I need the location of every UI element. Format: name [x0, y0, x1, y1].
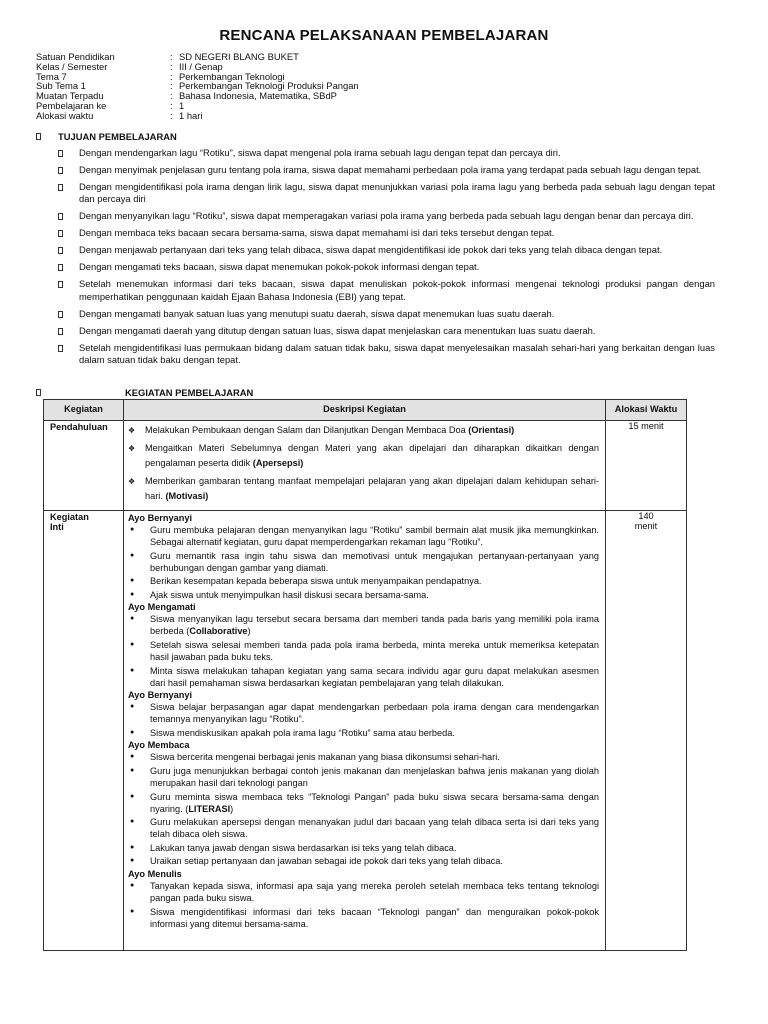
activity-subheading: Ayo Menulis [128, 868, 182, 879]
activity-text [150, 751, 601, 763]
activity-item [128, 639, 601, 663]
info-separator: : [170, 99, 173, 111]
activity-item [128, 727, 601, 739]
activity-item [128, 765, 601, 789]
item-emphasis: (Apersepsi) [252, 458, 304, 468]
dot-bullet-icon: ● [130, 843, 135, 851]
info-key: Sub Tema 1 [36, 80, 86, 92]
item-text: Berikan kesempatan kepada beberapa siswa untuk menyampaikan pendapatnya. [150, 576, 482, 587]
objective-item [58, 244, 715, 256]
checkbox-bullet-icon [58, 345, 63, 352]
activity-text [150, 665, 601, 689]
info-key: Alokasi waktu [36, 109, 94, 121]
activity-item [128, 524, 601, 548]
info-value: Bahasa Indonesia, Matematika, SBdP [179, 90, 337, 102]
objective-text: Dengan menyimak penjelasan guru tentang pola irama, siswa dapat memahami perbedaan pola irama yang terdapat pada sebuah lagu dengan tepat. [79, 164, 702, 175]
objective-item [58, 210, 715, 222]
activity-subheading: Ayo Bernyanyi [128, 513, 192, 523]
header-kegiatan: Kegiatan [44, 400, 124, 421]
item-text: Siswa bercerita mengenai berbagai jenis makanan yang biasa dikonsumsi sehari-hari. [150, 752, 500, 763]
checkbox-bullet-icon [58, 167, 63, 174]
objective-text: Dengan mengamati teks bacaan, siswa dapat menemukan pokok-pokok informasi dengan tepat. [79, 261, 480, 273]
activity-item [128, 842, 601, 854]
activity-subheading: Ayo Bernyanyi [128, 690, 192, 701]
checkbox-bullet-icon [58, 230, 63, 237]
objective-item [58, 342, 715, 367]
pendahuluan-row [44, 421, 687, 511]
activity-text [150, 855, 601, 867]
activity-text [150, 842, 601, 854]
inti-label-line1: Kegiatan [50, 512, 89, 522]
dot-bullet-icon: ● [130, 907, 135, 915]
objective-text: Dengan menyanyikan lagu “Rotiku”, siswa dapat memperagakan variasi pola irama yang berbeda pada sebuah lagu dengan benar dan percaya diri. [79, 210, 694, 222]
inti-description [124, 511, 606, 951]
checkbox-bullet-icon [58, 184, 63, 191]
activity-text [150, 575, 601, 587]
checkbox-bullet-icon [58, 213, 63, 220]
dot-bullet-icon: ● [130, 590, 135, 598]
activity-subheading: Ayo Mengamati [128, 602, 196, 613]
item-text: Uraikan setiap pertanyaan dan jawaban sebagai ide pokok dari teks yang telah dibaca. [150, 856, 503, 867]
objective-item [58, 278, 715, 303]
dot-bullet-icon: ● [130, 703, 135, 711]
tujuan-heading [36, 131, 177, 142]
orientation-item [128, 474, 601, 504]
checkbox-bullet-icon [58, 264, 63, 271]
dot-bullet-icon: ● [130, 766, 135, 774]
item-text-after: ) [230, 803, 234, 814]
diamond-bullet-icon: ❖ [128, 426, 136, 435]
info-separator: : [170, 70, 173, 82]
dot-bullet-icon: ● [130, 577, 135, 585]
dot-bullet-icon: ● [130, 881, 135, 889]
info-separator: : [170, 90, 173, 102]
item-text: Guru juga menunjukkan berbagai contoh jenis makanan dan menjelaskan bahwa jenis makanan yang diolah merupakan hasil dari teknologi pangan [150, 765, 599, 788]
inti-label-line2: Inti [50, 521, 64, 532]
objective-text: Dengan membaca teks bacaan secara bersama-sama, siswa dapat memahami isi dari teks tersebut dengan tepat. [79, 227, 555, 239]
item-emphasis: Collaborative [189, 626, 248, 637]
dot-bullet-icon: ● [130, 818, 135, 826]
activity-text [150, 880, 601, 904]
item-text: Guru melakukan apersepsi dengan menanyakan judul dari bacaan yang telah dibaca serta isi dari teks yang telah dibaca oleh siswa. [150, 817, 599, 840]
inti-label [44, 511, 124, 951]
objectives-list [58, 147, 715, 371]
activity-item [128, 589, 601, 601]
info-value: Perkembangan Teknologi Produksi Pangan [179, 80, 359, 92]
document-title: RENCANA PELAKSANAAN PEMBELAJARAN [219, 27, 549, 44]
orientation-text [145, 423, 601, 438]
item-text: Mengaitkan Materi Sebelumnya dengan Materi yang akan dipelajari dan diharapkan dikaitkan dengan pengalaman peserta didik [145, 443, 599, 468]
activity-text [150, 550, 601, 574]
pendahuluan-description [124, 421, 606, 511]
item-text: Siswa menyanyikan lagu tersebut secara bersama dan memberi tanda pada baris yang memiliki pola irama berbeda ( [150, 614, 599, 637]
activity-item [128, 613, 601, 637]
objective-item [58, 181, 715, 206]
activity-item [128, 791, 601, 815]
item-text: Guru membuka pelajaran dengan menyanyikan lagu “Rotiku” sambil bermain alat musik jika memungkinkan. Sebagai alternatif kegiatan, guru dapat memperdengarkan rekaman lagu “Rotiku”. [150, 525, 599, 547]
item-text: Siswa mendiskusikan apakah pola irama lagu “Rotiku” sama atau berbeda. [150, 727, 455, 738]
dot-bullet-icon: ● [130, 640, 135, 648]
info-key: Pembelajaran ke [36, 99, 107, 111]
info-separator: : [170, 60, 173, 72]
item-text: Siswa belajar berpasangan agar dapat mendengarkan perbedaan pola irama dengan cara mendengarkan temannya menyanyikan lagu “Rotiku”. [150, 702, 599, 725]
activity-text [150, 589, 601, 601]
item-emphasis: LITERASI [188, 803, 231, 814]
activities-table [43, 399, 687, 951]
inti-time [606, 511, 687, 951]
header-alokasi-text: Alokasi Waktu [614, 404, 678, 415]
activity-item [128, 816, 601, 840]
info-value: 1 [179, 99, 185, 111]
item-text: Siswa mengidentifikasi informasi dari teks bacaan “Teknologi pangan” dan menguraikan pokok-pokok informasi yang ditemui bersama-sama. [150, 906, 599, 929]
inti-time-unit: menit [634, 520, 658, 531]
info-separator: : [170, 51, 173, 62]
info-key: Tema 7 [36, 70, 67, 82]
info-separator: : [170, 109, 173, 121]
item-text: Guru meminta siswa membaca teks “Teknologi Pangan” pada buku siswa secara bersama-sama dengan nyaring. ( [150, 791, 599, 814]
checkbox-bullet-icon [36, 389, 41, 396]
checkbox-bullet-icon [58, 247, 63, 254]
checkbox-bullet-icon [58, 311, 63, 318]
item-text: Lakukan tanya jawab dengan siswa berdasarkan isi teks yang telah dibaca. [150, 842, 457, 853]
objective-item [58, 261, 715, 273]
info-value: Perkembangan Teknologi [179, 70, 285, 82]
table-header-row [44, 400, 687, 421]
dot-bullet-icon: ● [130, 615, 135, 623]
item-text-after: ) [247, 626, 251, 637]
activity-item [128, 855, 601, 867]
header-deskripsi: Deskripsi Kegiatan [124, 400, 606, 421]
checkbox-bullet-icon [58, 150, 63, 157]
kegiatan-heading-text: KEGIATAN PEMBELAJARAN [125, 387, 254, 398]
checkbox-bullet-icon [58, 281, 63, 288]
dot-bullet-icon: ● [130, 857, 135, 865]
item-text: Guru memantik rasa ingin tahu siswa dan memotivasi untuk mengajukan pertanyaan-pertanyaan yang berhubungan dengan gambar yang diamati. [150, 550, 599, 573]
orientation-text [145, 441, 601, 471]
activity-text [150, 906, 601, 930]
item-emphasis: (Motivasi) [165, 491, 209, 501]
identity-block [36, 52, 359, 121]
activity-text [150, 765, 601, 789]
activity-item [128, 906, 601, 930]
activity-item [128, 550, 601, 574]
dot-bullet-icon: ● [130, 753, 135, 761]
orientation-text [145, 474, 601, 504]
item-text: Ajak siswa untuk menyimpulkan hasil diskusi secara bersama-sama. [150, 589, 429, 600]
item-text: Tanyakan kepada siswa, informasi apa saja yang mereka peroleh setelah membaca teks tentang teknologi pangan pada buku siswa. [150, 880, 599, 903]
objective-item [58, 308, 715, 320]
inti-time-value: 140 [638, 511, 654, 521]
objective-text: Dengan mendengarkan lagu “Rotiku”, siswa dapat mengenal pola irama sebuah lagu dengan tepat dan percaya diri. [79, 147, 561, 158]
objective-item [58, 164, 715, 176]
activity-item [128, 575, 601, 587]
activity-text [150, 613, 601, 637]
orientation-item [128, 423, 601, 438]
info-row [36, 111, 359, 121]
item-emphasis: (Orientasi) [468, 425, 515, 435]
objective-item [58, 147, 715, 159]
activity-text [150, 791, 601, 815]
activity-text [150, 639, 601, 663]
info-key: Satuan Pendidikan [36, 51, 115, 62]
objective-text: Setelah mengidentifikasi luas permukaan bidang dalam satuan tidak baku, siswa dapat menyelesaikan masalah sehari-hari yang berkaitan dengan luas dalam satuan tidak baku dengan tepat. [79, 341, 715, 366]
objective-text: Setelah menemukan informasi dari teks bacaan, siswa dapat menuliskan pokok-pokok informasi mengenai teknologi produksi pangan dengan memperhatikan penggunaan kaidah Ejaan Bahasa Indonesia (EBI) yang tepat. [79, 278, 715, 302]
header-alokasi [606, 400, 687, 421]
activity-item [128, 701, 601, 725]
item-text: Setelah siswa selesai memberi tanda pada pola irama berbeda, minta mereka untuk memeriksa ketepatan hasil jawaban pada buku teks. [150, 639, 599, 662]
checkbox-bullet-icon [36, 133, 41, 140]
activity-item [128, 751, 601, 763]
activity-item [128, 665, 601, 689]
diamond-bullet-icon: ❖ [128, 444, 136, 453]
objective-item [58, 227, 715, 239]
diamond-bullet-icon: ❖ [128, 477, 136, 486]
objective-item [58, 325, 715, 337]
info-key: Muatan Terpadu [36, 90, 104, 102]
orientation-item [128, 441, 601, 471]
info-value: SD NEGERI BLANG BUKET [179, 51, 299, 62]
activity-item [128, 880, 601, 904]
kegiatan-heading [36, 387, 253, 398]
dot-bullet-icon: ● [130, 728, 135, 736]
objective-text: Dengan mengidentifikasi pola irama dengan lirik lagu, siswa dapat menunjukkan variasi pola irama lagu yang berbeda pada sebuah lagu dengan tepat dan percaya diri [79, 181, 715, 205]
objective-text: Dengan menjawab pertanyaan dari teks yang telah dibaca, siswa dapat mengidentifikasi ide pokok dari teks yang telah dibaca dengan tepat. [79, 244, 663, 256]
item-text: Minta siswa melakukan tahapan kegiatan yang sama secara individu agar guru dapat melakukan asesmen dari hasil pemahaman siswa berdasarkan kegiatan pembelajaran yang telah dilakukan. [150, 665, 599, 688]
activity-text [150, 701, 601, 725]
pendahuluan-label: Pendahuluan [44, 421, 124, 511]
activity-text [150, 816, 601, 840]
dot-bullet-icon: ● [130, 792, 135, 800]
inti-row [44, 511, 687, 951]
dot-bullet-icon: ● [130, 666, 135, 674]
objective-text: Dengan mengamati banyak satuan luas yang menutupi suatu daerah, siswa dapat menemukan luas suatu daerah. [79, 307, 555, 319]
dot-bullet-icon: ● [130, 551, 135, 559]
tujuan-heading-text: TUJUAN PEMBELAJARAN [58, 131, 177, 142]
info-value: 1 hari [179, 109, 203, 121]
activity-text [150, 727, 601, 739]
item-text: Melakukan Pembukaan dengan Salam dan Dilanjutkan Dengan Membaca Doa [145, 425, 469, 435]
objective-text: Dengan mengamati daerah yang ditutup dengan satuan luas, siswa dapat menjelaskan cara menentukan luas suatu daerah. [79, 324, 596, 336]
dot-bullet-icon: ● [130, 526, 135, 533]
pendahuluan-time: 15 menit [606, 421, 687, 511]
info-separator: : [170, 80, 173, 92]
checkbox-bullet-icon [58, 328, 63, 335]
info-value: III / Genap [179, 60, 223, 72]
activity-subheading: Ayo Membaca [128, 740, 190, 751]
info-key: Kelas / Semester [36, 60, 108, 72]
activity-text [150, 524, 601, 548]
item-text: Memberikan gambaran tentang manfaat mempelajari pelajaran yang akan dipelajari dalam kehidupan sehari-hari. [145, 476, 599, 501]
